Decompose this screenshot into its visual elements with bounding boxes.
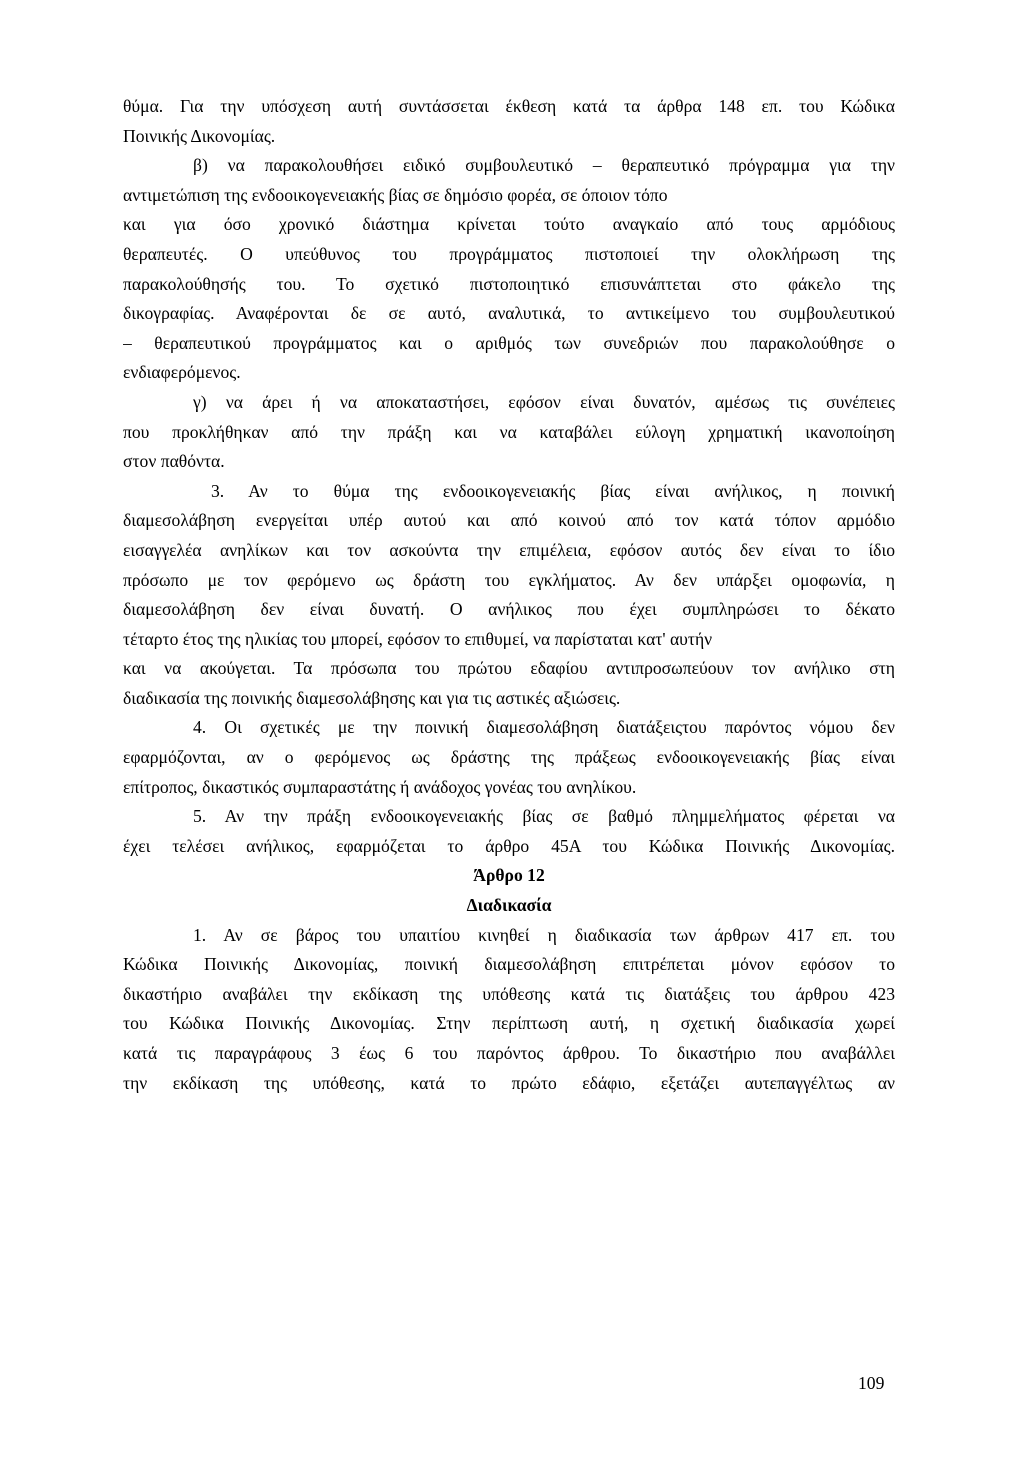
- text-line: διαμεσολάβηση δεν είναι δυνατή. Ο ανήλικος που έχει συμπληρώσει το δέκατο: [123, 599, 895, 620]
- text-line: γ) να άρει ή να αποκαταστήσει, εφόσον είναι δυνατόν, αμέσως τις συνέπειες: [193, 391, 895, 412]
- text-line: που προκλήθηκαν από την πράξη και να καταβάλει εύλογη χρηματική ικανοποίηση: [123, 421, 895, 442]
- text-line: 3. Αν το θύμα της ενδοοικογενειακής βίας είναι ανήλικος, η ποινική: [211, 480, 895, 501]
- text-line: εισαγγελέα ανηλίκων και τον ασκούντα την επιμέλεια, εφόσον αυτός δεν είναι το ίδιο: [123, 539, 895, 560]
- text-line: δικογραφίας. Αναφέρονται δε σε αυτό, αναλυτικά, το αντικείμενο του συμβουλευτικού: [123, 303, 895, 324]
- text-line: θύμα. Για την υπόσχεση αυτή συντάσσεται έκθεση κατά τα άρθρα 148 επ. του Κώδικα: [123, 96, 895, 116]
- text-line: 1. Αν σε βάρος του υπαιτίου κινηθεί η διαδικασία των άρθρων 417 επ. του: [193, 924, 895, 945]
- text-line: έχει τελέσει ανήλικος, εφαρμόζεται το άρθρο 45Α του Κώδικα Ποινικής Δικονομίας.: [123, 835, 895, 856]
- text-line: παρακολούθησής του. Το σχετικό πιστοποιητικό επισυνάπτεται στο φάκελο της: [123, 273, 895, 294]
- article-subheading: Διαδικασία: [466, 895, 552, 916]
- text-line: 5. Αν την πράξη ενδοοικογενειακής βίας σε βαθμό πλημμελήματος φέρεται να: [193, 806, 895, 827]
- text-line: Ποινικής Δικονομίας.: [123, 125, 276, 146]
- text-line: διαμεσολάβηση ενεργείται υπέρ αυτού και από κοινού από τον κατά τόπον αρμόδιο: [123, 510, 895, 531]
- text-line: Κώδικα Ποινικής Δικονομίας, ποινική διαμεσολάβηση επιτρέπεται μόνον εφόσον το: [123, 954, 895, 975]
- article-heading: Άρθρο 12: [473, 865, 545, 886]
- text-line: στον παθόντα.: [123, 451, 225, 472]
- text-line: και να ακούγεται. Τα πρόσωπα του πρώτου εδαφίου αντιπροσωπεύουν τον ανήλικο στη: [123, 658, 895, 679]
- text-line: θεραπευτές. Ο υπεύθυνος του προγράμματος πιστοποιεί την ολοκλήρωση της: [123, 243, 895, 264]
- text-line: τέταρτο έτος της ηλικίας του μπορεί, εφόσον το επιθυμεί, να παρίσταται κατ' αυτήν: [123, 628, 713, 649]
- text-line: πρόσωπο με τον φερόμενο ως δράστη του εγκλήματος. Αν δεν υπάρξει ομοφωνία, η: [123, 569, 895, 590]
- text-line: εφαρμόζονται, αν ο φερόμενος ως δράστης της πράξεως ενδοοικογενειακής βίας είναι: [123, 747, 895, 768]
- text-line: – θεραπευτικού προγράμματος και ο αριθμός των συνεδριών που παρακολούθησε ο: [123, 332, 895, 353]
- text-line: κατά τις παραγράφους 3 έως 6 του παρόντος άρθρου. Το δικαστήριο που αναβάλλει: [123, 1043, 895, 1063]
- page-number: 109: [858, 1373, 885, 1393]
- text-line: ενδιαφερόμενος.: [123, 362, 241, 383]
- text-line: διαδικασία της ποινικής διαμεσολάβησης και για τις αστικές αξιώσεις.: [123, 687, 621, 708]
- text-line: αντιμετώπιση της ενδοοικογενειακής βίας σε δημόσιο φορέα, σε όποιον τόπο: [123, 184, 668, 205]
- text-line: την εκδίκαση της υπόθεσης, κατά το πρώτο εδάφιο, εξετάζει αυτεπαγγέλτως αν: [123, 1072, 895, 1093]
- text-line: β) να παρακολουθήσει ειδικό συμβουλευτικό – θεραπευτικό πρόγραμμα για την: [193, 155, 895, 176]
- text-line: του Κώδικα Ποινικής Δικονομίας. Στην περίπτωση αυτή, η σχετική διαδικασία χωρεί: [123, 1013, 895, 1034]
- text-line: δικαστήριο αναβάλει την εκδίκαση της υπόθεσης κατά τις διατάξεις του άρθρου 423: [123, 983, 895, 1004]
- text-line: και για όσο χρονικό διάστημα κρίνεται τούτο αναγκαίο από τους αρμόδιους: [123, 214, 895, 235]
- page-body: [123, 92, 895, 1098]
- text-line: 4. Οι σχετικές με την ποινική διαμεσολάβηση διατάξειςτου παρόντος νόμου δεν: [193, 717, 895, 738]
- text-line: επίτροπος, δικαστικός συμπαραστάτης ή ανάδοχος γονέας του ανηλίκου.: [123, 776, 637, 797]
